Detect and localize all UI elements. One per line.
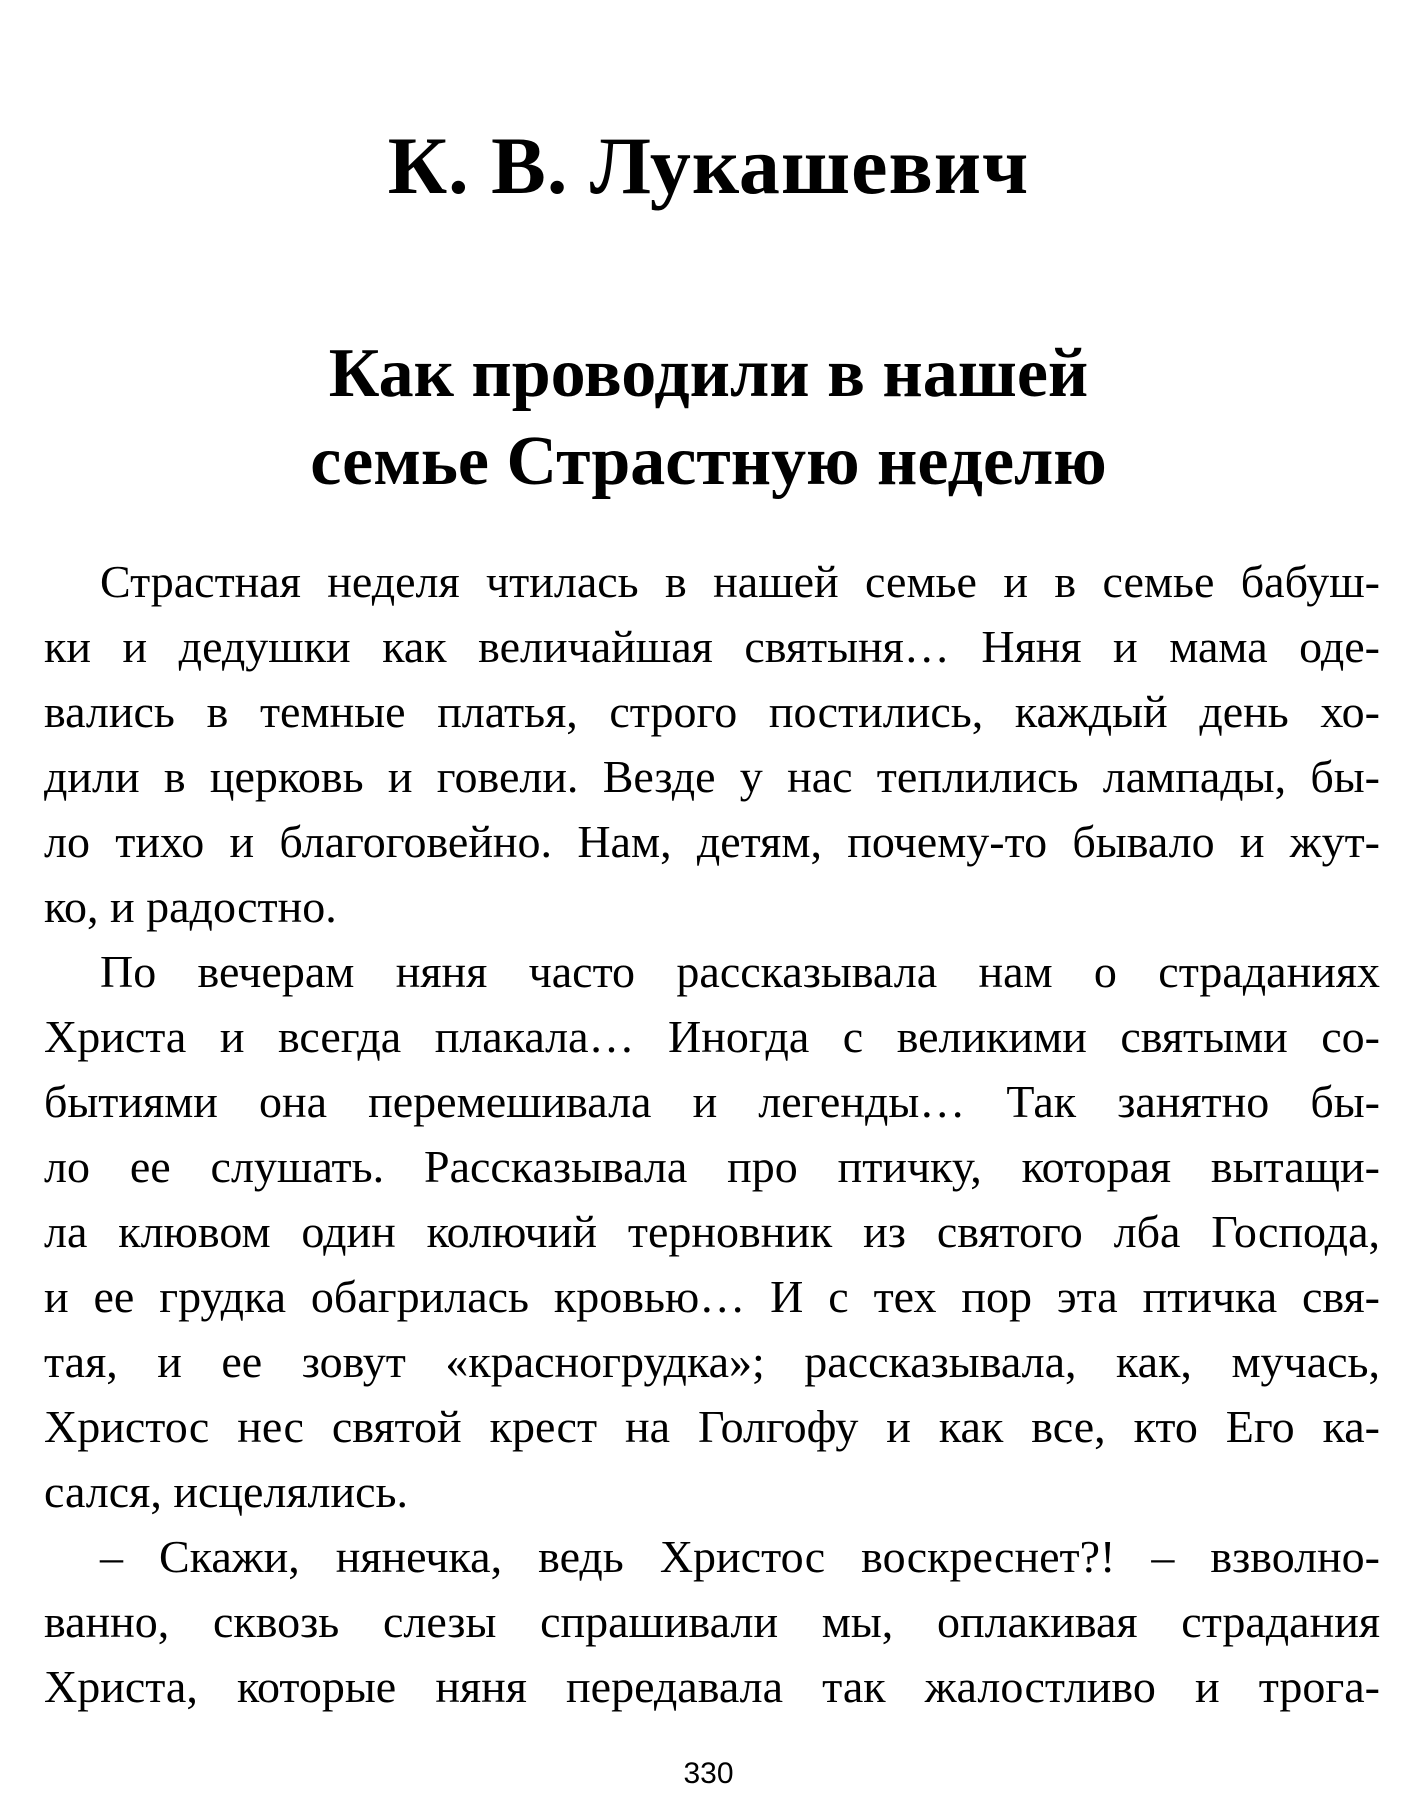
text-line: По вечерам няня часто рассказывала нам о страданиях <box>100 946 1380 997</box>
text-line: и ее грудка обагрилась кровью… И с тех пор эта птичка свя- <box>44 1271 1380 1322</box>
chapter-title-line: семье Страстную неделю <box>310 423 1107 500</box>
text-line: тая, и ее зовут «красногрудка»; рассказывала, как, мучась, <box>44 1336 1380 1387</box>
text-line: сался, исцелялись. <box>44 1466 408 1517</box>
text-line: ко, и радостно. <box>44 881 337 932</box>
text-line: Христа, которые няня передавала так жалостливо и трога- <box>44 1661 1380 1712</box>
text-line: бытиями она перемешивала и легенды… Так занятно бы- <box>44 1076 1380 1127</box>
text-line: дили в церковь и говели. Везде у нас теплились лампады, бы- <box>44 751 1380 802</box>
paragraph <box>44 939 1380 1524</box>
paragraph <box>44 1524 1380 1719</box>
text-line: Христос нес святой крест на Голгофу и как все, кто Его ка- <box>44 1401 1380 1452</box>
chapter-title-line: Как проводили в нашей <box>328 335 1089 412</box>
paragraph <box>44 549 1380 939</box>
body-text <box>44 549 1380 1719</box>
text-line: ванно, сквозь слезы спрашивали мы, оплакивая страдания <box>44 1596 1380 1647</box>
text-line: ло ее слушать. Рассказывала про птичку, которая вытащи- <box>44 1141 1380 1192</box>
text-line: ло тихо и благоговейно. Нам, детям, почему-то бывало и жут- <box>44 816 1380 867</box>
text-line: – Скажи, нянечка, ведь Христос воскреснет?! – взволно- <box>100 1531 1380 1582</box>
author-heading: К. В. Лукашевич <box>387 120 1030 211</box>
text-line: ла клювом один колючий терновник из святого лба Господа, <box>44 1206 1380 1257</box>
text-line: ки и дедушки как величайшая святыня… Няня и мама оде- <box>44 621 1380 672</box>
text-line: Христа и всегда плакала… Иногда с великими святыми со- <box>44 1011 1380 1062</box>
page-number: 330 <box>683 1757 734 1790</box>
text-line: Страстная неделя чтилась в нашей семье и в семье бабуш- <box>100 556 1380 607</box>
text-line: вались в темные платья, строго постились, каждый день хо- <box>44 686 1380 737</box>
chapter-title <box>0 330 1417 506</box>
